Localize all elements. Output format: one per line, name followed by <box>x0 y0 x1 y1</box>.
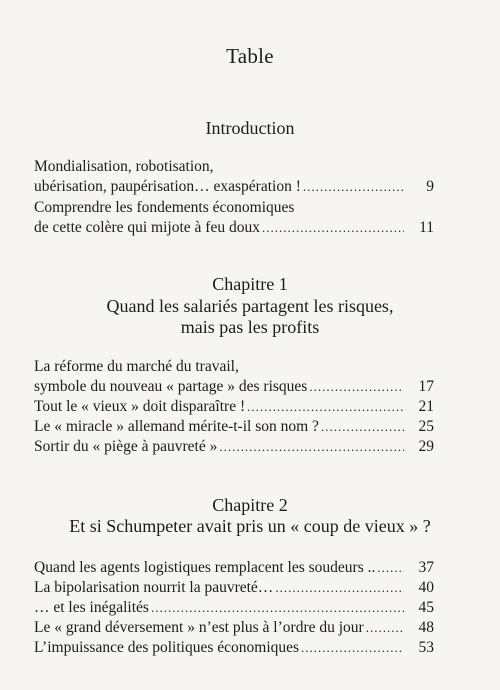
page-number: 53 <box>418 639 434 656</box>
toc-entry[interactable] <box>34 397 434 417</box>
page-number: 37 <box>418 559 434 576</box>
dot-leader <box>366 618 404 638</box>
dot-leader <box>301 638 404 658</box>
chapter-1-title-line: Quand les salariés partagent les risques, <box>106 296 394 316</box>
page-number: 21 <box>418 398 434 415</box>
toc-entry-text: Mondialisation, robotisation, <box>34 158 214 175</box>
toc-entry-text: Comprendre les fondements économiques <box>34 199 295 216</box>
dot-leader <box>247 397 404 417</box>
dot-leader <box>262 218 404 238</box>
toc-entry-text: symbole du nouveau « partage » des risques <box>34 378 308 395</box>
page-number: 17 <box>418 378 434 395</box>
toc-entry[interactable] <box>34 357 434 397</box>
page-number: 40 <box>418 579 434 596</box>
chapter-2-label: Chapitre 2 <box>212 495 288 515</box>
toc-entry-text: … et les inégalités <box>34 599 149 616</box>
chapter-1-label: Chapitre 1 <box>212 274 288 294</box>
toc-entry-text: Tout le « vieux » doit disparaître ! <box>34 398 246 415</box>
toc-entry[interactable] <box>34 558 434 578</box>
page-number: 9 <box>426 178 434 195</box>
toc-entry[interactable] <box>34 578 434 598</box>
toc-entry[interactable] <box>34 157 434 197</box>
page-number: 45 <box>418 599 434 616</box>
page-number: 29 <box>418 438 434 455</box>
dot-leader <box>309 377 404 397</box>
toc-entry-text: Quand les agents logistiques remplacent les soudeurs .. <box>34 559 376 576</box>
toc-entry-text: La réforme du marché du travail, <box>34 358 239 375</box>
page-number: 25 <box>418 418 434 435</box>
toc-entry[interactable] <box>34 417 434 437</box>
dot-leader <box>219 437 404 457</box>
toc-entry-text: Le « grand déversement » n’est plus à l’ordre du jour <box>34 619 364 636</box>
dot-leader <box>377 558 404 578</box>
toc-entry[interactable] <box>34 618 434 638</box>
chapter-2-title-line: Et si Schumpeter avait pris un « coup de vieux » ? <box>69 516 431 536</box>
toc-entry-text: La bipolarisation nourrit la pauvreté… <box>34 579 274 596</box>
page-title: Table <box>226 44 274 68</box>
toc-entry-text: L’impuissance des politiques économiques <box>34 639 300 656</box>
toc-entry[interactable] <box>34 638 434 658</box>
toc-entry-text: ubérisation, paupérisation… exaspération ! <box>34 178 301 195</box>
dot-leader <box>275 578 404 598</box>
toc-entry[interactable] <box>34 598 434 618</box>
chapter-1-title-line: mais pas les profits <box>180 317 320 337</box>
dot-leader <box>321 417 404 437</box>
toc-entry[interactable] <box>34 437 434 457</box>
page-number: 48 <box>418 619 434 636</box>
dot-leader <box>303 177 404 197</box>
toc-entry-text: Sortir du « piège à pauvreté » <box>34 438 218 455</box>
toc-entry-text: de cette colère qui mijote à feu doux <box>34 219 260 236</box>
toc-entry-text: Le « miracle » allemand mérite-t-il son nom ? <box>34 418 319 435</box>
toc-entry[interactable] <box>34 198 434 238</box>
page-number: 11 <box>419 219 434 236</box>
introduction-heading: Introduction <box>205 118 295 138</box>
dot-leader <box>151 598 404 618</box>
